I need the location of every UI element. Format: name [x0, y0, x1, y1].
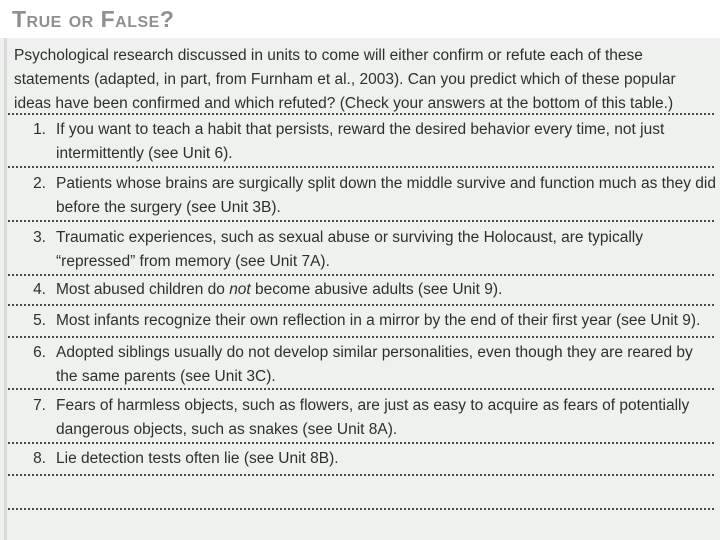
item-number: 1. [33, 121, 46, 138]
item-number: 4. [33, 281, 46, 298]
item-text: Traumatic experiences, such as sexual abuse or surviving the Holocaust, are typically “repressed” from memory (see Unit 7A). [56, 229, 643, 270]
dotted-divider [8, 166, 714, 168]
dotted-divider [8, 388, 714, 390]
item-text [56, 278, 716, 302]
item-text-emphasis: not [229, 281, 251, 298]
item-text: If you want to teach a habit that persists, reward the desired behavior every time, not just intermittently (see Unit 6). [56, 121, 665, 162]
dotted-divider [8, 274, 714, 276]
item-number: 5. [33, 312, 46, 329]
item-number: 8. [33, 450, 46, 467]
page-title: True or False? [12, 6, 175, 32]
item-text: Adopted siblings usually do not develop similar personalities, even though they are reared by the same parents (see Unit 3C). [56, 344, 693, 385]
item-text: Fears of harmless objects, such as flowers, are just as easy to acquire as fears of potentially dangerous objects, such as snakes (see Unit 8A). [56, 397, 690, 438]
dotted-divider [8, 336, 714, 338]
dotted-divider [8, 508, 714, 510]
item-text: Lie detection tests often lie (see Unit 8B). [56, 450, 339, 467]
left-border [4, 38, 7, 540]
item-text-after: become abusive adults (see Unit 9). [250, 281, 503, 298]
item-number: 2. [33, 175, 46, 192]
dotted-divider [8, 304, 714, 306]
title-bar [0, 0, 720, 36]
intro-paragraph: Psychological research discussed in units to come will either confirm or refute each of these statements (adapted, in part, from Furnham et al., 2003). Can you predict which of these popular ideas have been confirmed and which refuted? (Check your answers at the bottom of this table.) [14, 47, 676, 112]
item-text: Patients whose brains are surgically split down the middle survive and function much as they did before the surgery (see Unit 3B). [56, 175, 716, 216]
item-text-before: Most abused children do [56, 281, 230, 298]
dotted-divider [8, 474, 714, 476]
dotted-divider [8, 113, 714, 115]
item-number: 6. [33, 344, 46, 361]
item-number: 3. [33, 229, 46, 246]
dotted-divider [8, 442, 714, 444]
dotted-divider [8, 220, 714, 222]
item-number: 7. [33, 397, 46, 414]
item-text: Most infants recognize their own reflection in a mirror by the end of their first year (see Unit 9). [56, 312, 701, 329]
